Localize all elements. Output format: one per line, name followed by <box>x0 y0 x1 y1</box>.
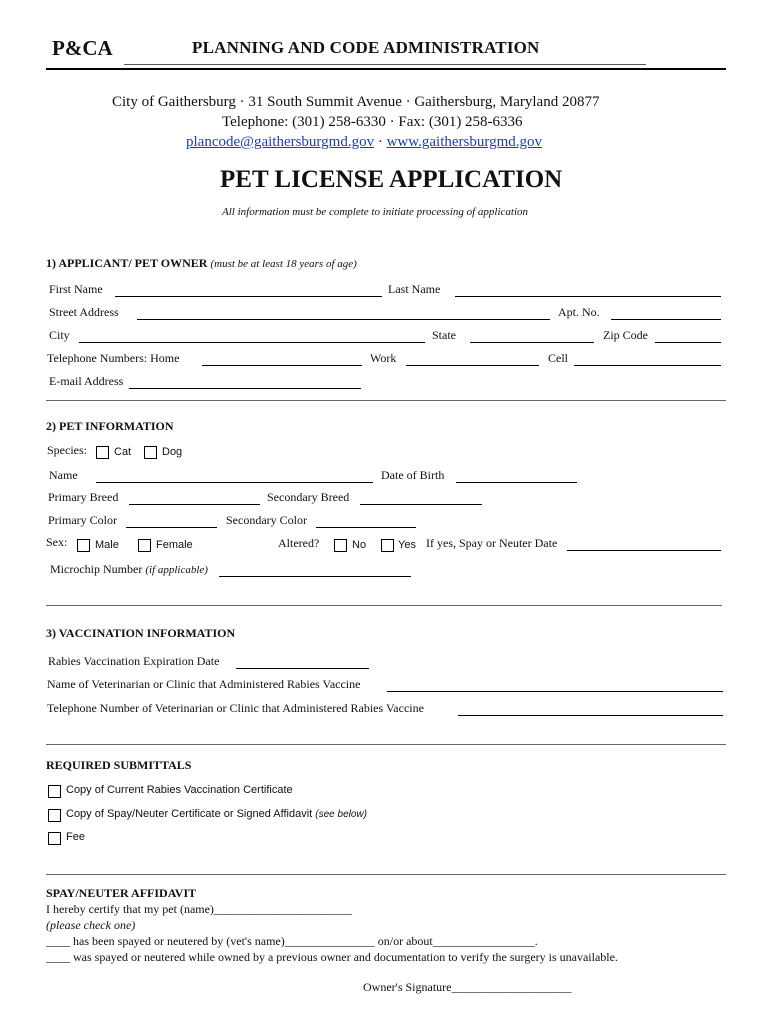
email-link[interactable]: plancode@gaithersburgmd.gov <box>186 134 375 150</box>
pet-name-field[interactable] <box>96 482 373 483</box>
microchip-label <box>50 562 208 577</box>
cat-label: Cat <box>114 446 132 458</box>
cat-checkbox[interactable] <box>96 446 109 459</box>
species-label: Species: <box>47 443 87 457</box>
rabies-cert-checkbox[interactable] <box>48 785 61 798</box>
affidavit-check-one: (please check one) <box>46 918 136 932</box>
primary-breed-field[interactable] <box>129 504 260 505</box>
rabies-exp-label: Rabies Vaccination Expiration Date <box>48 654 220 668</box>
street-field[interactable] <box>137 319 550 320</box>
department-title: PLANNING AND CODE ADMINISTRATION <box>192 38 540 57</box>
section2-heading: 2) PET INFORMATION <box>46 419 174 433</box>
affidavit-heading: SPAY/NEUTER AFFIDAVIT <box>46 886 197 900</box>
owner-signature[interactable]: Owner's Signature____________________ <box>363 980 572 994</box>
work-phone-label: Work <box>370 351 397 365</box>
male-checkbox[interactable] <box>77 539 90 552</box>
home-phone-field[interactable] <box>202 365 362 366</box>
section1-note: (must be at least 18 years of age) <box>210 258 357 270</box>
state-label: State <box>432 328 456 342</box>
microchip-note: (if applicable) <box>145 564 208 576</box>
zip-label: Zip Code <box>603 328 648 342</box>
vet-name-field[interactable] <box>387 691 723 692</box>
home-phone-label: Telephone Numbers: Home <box>47 351 180 365</box>
altered-yes-checkbox[interactable] <box>381 539 394 552</box>
city-label: City <box>49 328 70 342</box>
last-name-label: Last Name <box>388 282 441 296</box>
altered-no-label: No <box>352 539 367 551</box>
section1-divider <box>46 400 726 401</box>
apt-field[interactable] <box>611 319 721 320</box>
pet-name-label: Name <box>49 468 78 482</box>
affidavit-certify: I hereby certify that my pet (name)_______________________ <box>46 902 352 916</box>
microchip-field[interactable] <box>219 576 411 577</box>
rabies-exp-field[interactable] <box>236 668 369 669</box>
spay-date-field[interactable] <box>567 550 721 551</box>
female-checkbox[interactable] <box>138 539 151 552</box>
spay-date-label: If yes, Spay or Neuter Date <box>426 536 558 550</box>
altered-no-checkbox[interactable] <box>334 539 347 552</box>
email-field[interactable] <box>129 388 361 389</box>
city-address: City of Gaithersburg · 31 South Summit Avenue · Gaithersburg, Maryland 20877 <box>112 94 600 110</box>
link-separator: · <box>377 134 383 150</box>
last-name-field[interactable] <box>455 296 721 297</box>
contact-phone: Telephone: (301) 258-6330 · Fax: (301) 258-6336 <box>222 114 523 130</box>
submittals-heading: REQUIRED SUBMITTALS <box>46 758 192 772</box>
first-name-label: First Name <box>49 282 103 296</box>
work-phone-field[interactable] <box>406 365 539 366</box>
primary-breed-label: Primary Breed <box>48 490 119 504</box>
vet-phone-label: Telephone Number of Veterinarian or Clinic that Administered Rabies Vaccine <box>47 701 424 715</box>
altered-label: Altered? <box>278 536 320 550</box>
altered-yes-label: Yes <box>398 539 416 551</box>
microchip-title: Microchip Number <box>50 562 143 576</box>
rabies-cert-label: Copy of Current Rabies Vaccination Certificate <box>66 784 293 796</box>
form-subtitle: All information must be complete to initiate processing of application <box>222 206 529 218</box>
header-rule <box>46 68 726 70</box>
vet-phone-field[interactable] <box>458 715 723 716</box>
dob-field[interactable] <box>456 482 577 483</box>
form-title: PET LICENSE APPLICATION <box>220 166 563 193</box>
city-field[interactable] <box>79 342 425 343</box>
primary-color-label: Primary Color <box>48 513 117 527</box>
org-abbreviation: P&CA <box>52 36 113 60</box>
dob-label: Date of Birth <box>381 468 445 482</box>
secondary-color-field[interactable] <box>316 527 416 528</box>
affidavit-option-previous-owner[interactable]: ____ was spayed or neutered while owned by a previous owner and documentation to verify the surgery is unavailable. <box>46 950 618 964</box>
secondary-color-label: Secondary Color <box>226 513 307 527</box>
section3-heading: 3) VACCINATION INFORMATION <box>46 626 236 640</box>
cell-phone-field[interactable] <box>574 365 721 366</box>
spay-cert-checkbox[interactable] <box>48 809 61 822</box>
cell-phone-label: Cell <box>548 351 568 365</box>
title-underline <box>124 64 646 65</box>
first-name-field[interactable] <box>115 296 382 297</box>
female-label: Female <box>156 539 193 551</box>
apt-label: Apt. No. <box>558 305 600 319</box>
dog-label: Dog <box>162 446 183 458</box>
secondary-breed-field[interactable] <box>360 504 482 505</box>
section3-divider <box>46 744 726 745</box>
contact-links <box>186 134 542 151</box>
sex-label: Sex: <box>46 535 68 549</box>
primary-color-field[interactable] <box>126 527 217 528</box>
state-field[interactable] <box>470 342 594 343</box>
section1-heading <box>46 256 357 271</box>
affidavit-option-vet[interactable]: ____ has been spayed or neutered by (vet's name)_______________ on/or about_________________. <box>46 934 538 948</box>
street-label: Street Address <box>49 305 119 319</box>
fee-label: Fee <box>66 831 85 843</box>
dog-checkbox[interactable] <box>144 446 157 459</box>
section1-title: 1) APPLICANT/ PET OWNER <box>46 256 208 270</box>
website-link[interactable]: www.gaithersburgmd.gov <box>386 134 542 150</box>
fee-checkbox[interactable] <box>48 832 61 845</box>
spay-cert-note: (see below) <box>315 809 367 820</box>
vet-name-label: Name of Veterinarian or Clinic that Administered Rabies Vaccine <box>47 677 361 691</box>
email-label: E-mail Address <box>49 374 124 388</box>
section2-divider <box>46 605 722 606</box>
secondary-breed-label: Secondary Breed <box>267 490 350 504</box>
spay-cert-text: Copy of Spay/Neuter Certificate or Signed Affidavit <box>66 808 313 820</box>
zip-field[interactable] <box>655 342 721 343</box>
submittals-divider <box>46 874 726 875</box>
male-label: Male <box>95 539 119 551</box>
spay-cert-label <box>66 808 367 820</box>
